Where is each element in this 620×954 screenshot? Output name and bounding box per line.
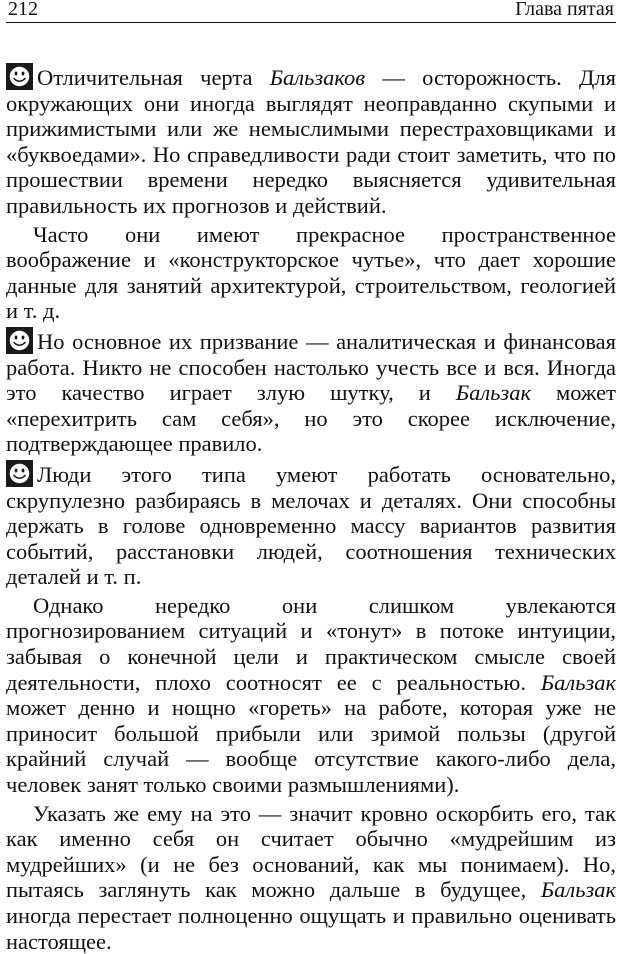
running-header [6,0,616,23]
page-body [6,63,616,954]
smiley-face-icon [6,327,33,354]
paragraph-4-text: Люди этого типа умеют работать основательно, скрупулезно разбираясь в мелочах и деталях. Они способны держать в голове одновременно массу вариантов развития событий, расстановки людей, соотношения технических деталей и т. п. [6,461,616,590]
paragraph-5-name: Бальзак [540,669,616,695]
paragraph-3-text-a: Но основное их призвание — аналитическая и финансовая работа. Никто не способен настолько учесть все и вся. Иногда это качество играет злую шутку, и [6,328,616,406]
paragraph-2: Часто они имеют прекрасное пространственное воображение и «конструкторское чутье», что дает хорошие данные для занятий архитектурой, строительством, геологией и т. д. [6,221,616,324]
paragraph-5-text-a: Однако нередко они слишком увлекаются прогнозированием ситуаций и «тонут» в потоке интуиции, забывая о конечной цели и практическом смысле своей деятельности, плохо соотносят ее с реальностью. [6,592,616,695]
paragraph-4 [6,460,616,590]
paragraph-5-text-b: может денно и нощно «гореть» на работе, которая уже не приносит большой прибыли или зримой пользы (другой крайний случай — вообще отсутствие какого-либо дела, человек занят только своими размышлениями). [6,695,616,798]
chapter-title: Глава пятая [515,0,614,20]
smiley-face-icon [6,63,33,90]
paragraph-3-text-b: может «перехитрить сам себя», но это скорее исключение, подтверждающее правило. [6,380,616,457]
paragraph-3 [6,327,616,457]
paragraph-1-text-a: Отличительная черта [37,65,270,90]
smiley-face-icon [6,460,33,487]
page-number: 212 [8,0,38,20]
paragraph-1-name: Бальзаков [269,65,366,90]
paragraph-6 [6,801,616,954]
paragraph-3-name: Бальзак [455,380,531,406]
paragraph-6-name: Бальзак [540,877,616,903]
paragraph-5 [6,593,616,798]
paragraph-1 [6,63,616,219]
paragraph-1-text-b: — осторожность. Для окружающих они иногда выглядят неоправданно скупыми и прижимистыми или же немыслимыми перестраховщиками и «буквоедами». Но справедливости ради стоит заметить, что по прошествии времени нередко выясняется удивительная правильность их прогнозов и действий. [6,65,616,218]
paragraph-6-text-b: иногда перестает полноценно ощущать и правильно оценивать настоящее. [6,903,616,954]
paragraph-6-text-a: Указать же ему на это — значит кровно оскорбить его, так как именно себя он считает обычно «мудрейшим из мудрейших» (и не без оснований, как мы понимаем). Но, пытаясь заглянуть как можно дальше в будущее, [6,800,616,903]
